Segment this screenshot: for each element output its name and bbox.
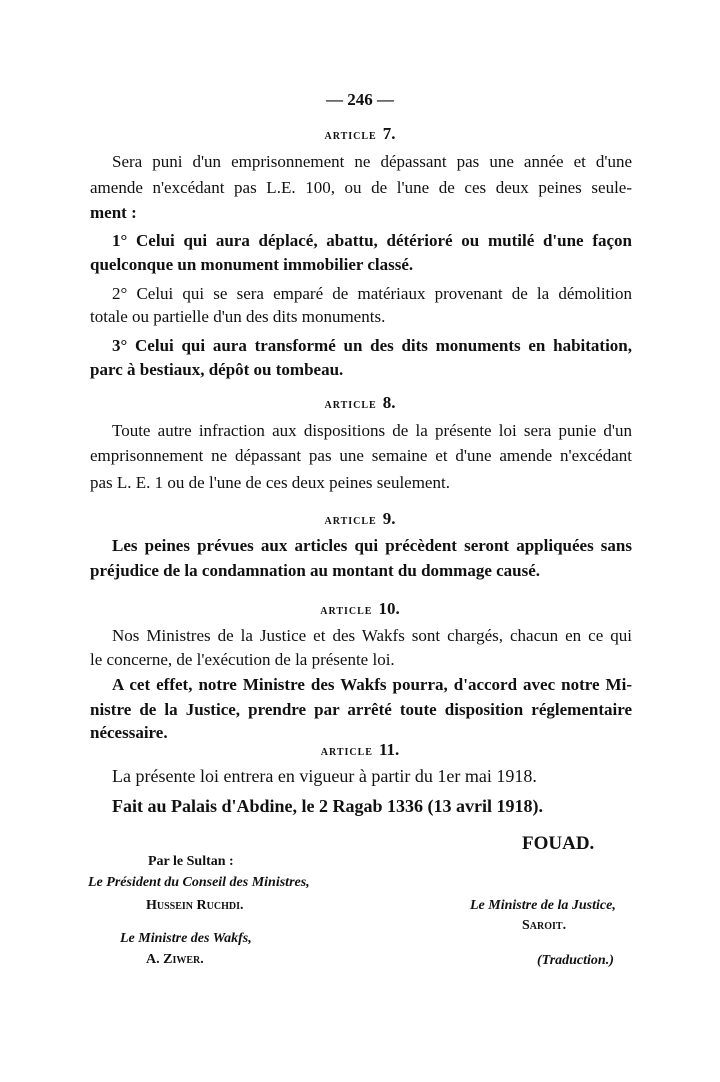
text-line: nistre de la Justice, prendre par arrêté toute disposition réglementaire [90,700,632,719]
article-number: 11. [378,740,400,759]
text-line: préjudice de la condamnation au montant du dommage causé. [90,561,541,580]
justice-title: Le Ministre de la Justice, [470,898,616,913]
justice-name: Saroit. [522,918,567,933]
article-number: 9. [382,509,396,528]
text-line: Les peines prévues aux articles qui précèdent seront appliquées sans [112,536,632,555]
text-line: Sera puni d'un emprisonnement ne dépassant pas une année et d'une [112,152,632,171]
article-label: ARTICLE [320,606,373,617]
article-label: ARTICLE [324,131,377,142]
text-line: nécessaire. [90,723,168,742]
text-line: le concerne, de l'exécution de la présente loi. [90,650,395,669]
article-heading-11 [0,740,720,760]
text-line: totale ou partielle d'un des dits monuments. [90,307,386,326]
article-number: 10. [378,599,400,618]
text-line: Fait au Palais d'Abdine, le 2 Ragab 1336 (13 avril 1918). [112,796,544,816]
article-label: ARTICLE [320,747,373,758]
par-le-sultan: Par le Sultan : [148,854,234,869]
article-number: 8. [382,393,396,412]
text-line: Toute autre infraction aux dispositions de la présente loi sera punie d'un [112,421,632,440]
text-line: A cet effet, notre Ministre des Wakfs pourra, d'accord avec notre Mi- [112,675,632,694]
text-line: emprisonnement ne dépassant pas une semaine et d'une amende n'excédant [90,446,632,465]
president-name: Hussein Ruchdi. [146,898,244,913]
article-heading-10 [0,599,720,619]
text-line: La présente loi entrera en vigueur à partir du 1er mai 1918. [112,766,537,786]
page-number: — 246 — [326,90,394,109]
article-heading-7 [0,124,720,144]
article-number: 7. [382,124,396,143]
article-label: ARTICLE [324,400,377,411]
text-line: quelconque un monument immobilier classé. [90,255,414,274]
wakfs-title: Le Ministre des Wakfs, [120,931,252,946]
article-label: ARTICLE [324,516,377,527]
sovereign-signature: FOUAD. [522,833,595,854]
text-line: 2° Celui qui se sera emparé de matériaux provenant de la démolition [112,284,632,303]
article-heading-9 [0,509,720,529]
text-line: Nos Ministres de la Justice et des Wakfs sont chargés, chacun en ce qui [112,626,632,645]
text-line: 3° Celui qui aura transformé un des dits monuments en habitation, [112,336,632,355]
article-heading-8 [0,393,720,413]
text-line: 1° Celui qui aura déplacé, abattu, détérioré ou mutilé d'une façon [112,231,632,250]
president-title: Le Président du Conseil des Ministres, [88,875,310,890]
text-line: pas L. E. 1 ou de l'une de ces deux peines seulement. [90,473,450,492]
text-line: ment : [90,203,137,222]
text-line: parc à bestiaux, dépôt ou tombeau. [90,360,344,379]
text-line: amende n'excédant pas L.E. 100, ou de l'une de ces deux peines seule- [90,178,632,197]
traduction-note: (Traduction.) [537,953,614,968]
wakfs-name: A. Ziwer. [146,952,204,967]
